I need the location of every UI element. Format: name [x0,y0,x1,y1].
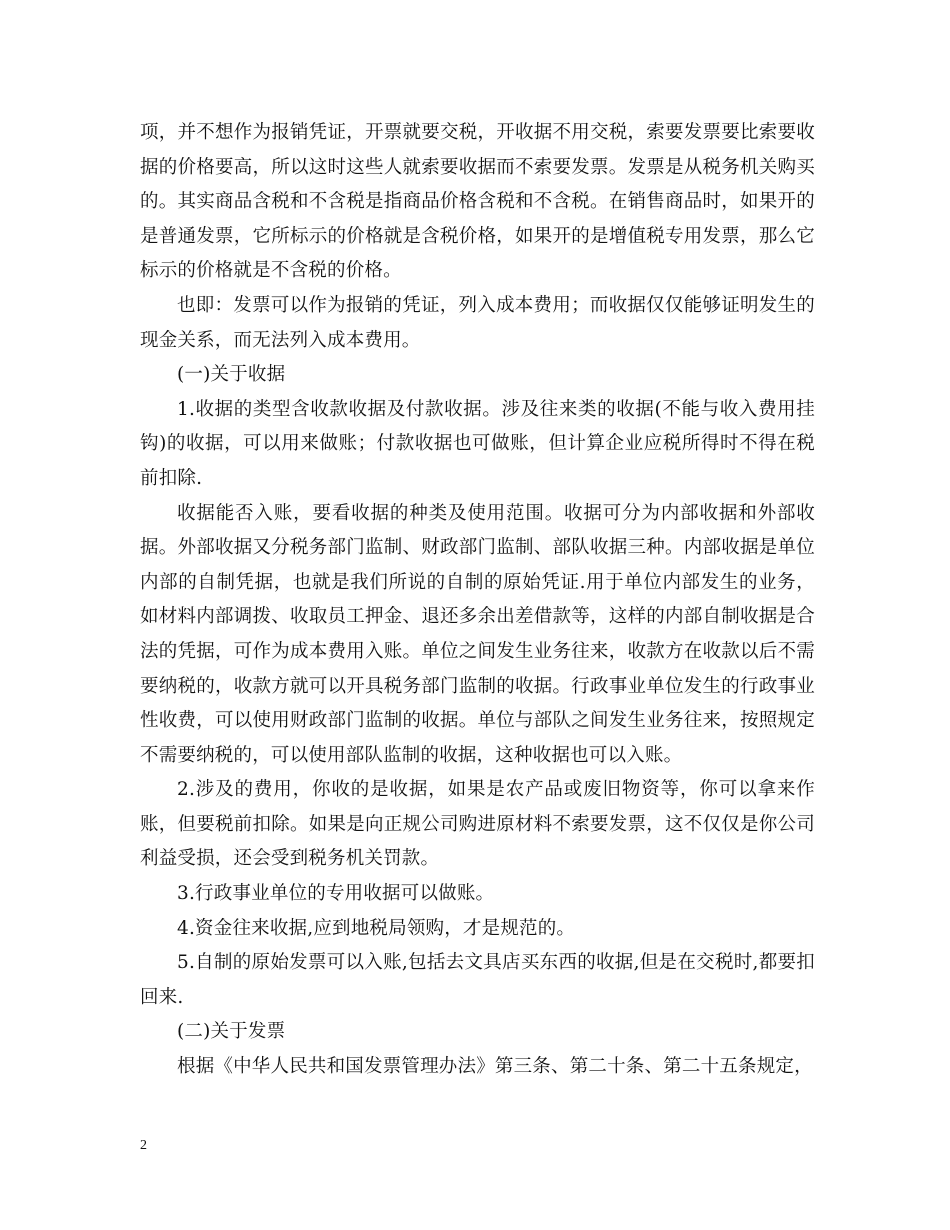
section-heading: (一)关于收据 [177,364,286,386]
section-heading: (二)关于发票 [177,1021,286,1043]
paragraph: 3.行政事业单位的专用收据可以做账。 [177,883,495,905]
paragraph: 收据能否入账，要看收据的种类及使用范围。收据可分为内部收据和外部收据。外部收据又分税务部门监制、财政部门监制、部队收据三种。内部收据是单位内部的自制凭据，也就是我们所说的自制的原始凭证.用于单位内部发生的业务，如材料内部调拨、收取员工押金、退还多余出差借款等，这样的内部自制收据是合法的凭据，可作为成本费用入账。单位之间发生业务往来，收款方在收款以后不需要纳税的，收款方就可以开具税务部门监制的收据。行政事业单位发生的行政事业性收费，可以使用财政部门监制的收据。单位与部队之间发生业务往来，按照规定不需要纳税的，可以使用部队监制的收据，这种收据也可以入账。 [140,502,815,766]
paragraph: 5.自制的原始发票可以入账,包括去文具店买东西的收据,但是在交税时,都要扣回来. [140,952,815,1008]
paragraph: 1.收据的类型含收款收据及付款收据。涉及往来类的收据(不能与收入费用挂钩)的收据，可以用来做账；付款收据也可做账，但计算企业应税所得时不得在税前扣除. [140,398,815,489]
paragraph: 根据《中华人民共和国发票管理办法》第三条、第二十条、第二十五条规定， [177,1056,813,1078]
paragraph: 4.资金往来收据,应到地税局领购，才是规范的。 [177,917,576,939]
paragraph: 2.涉及的费用，你收的是收据，如果是农产品或废旧物资等，你可以拿来作账，但要税前扣除。如果是向正规公司购进原材料不索要发票，这不仅仅是你公司利益受损，还会受到税务机关罚款。 [140,779,815,870]
document-body [140,116,815,1085]
paragraph: 也即：发票可以作为报销的凭证，列入成本费用；而收据仅仅能够证明发生的现金关系，而无法列入成本费用。 [140,294,815,351]
page-number: 2 [140,1138,147,1153]
paragraph: 项，并不想作为报销凭证，开票就要交税，开收据不用交税，索要发票要比索要收据的价格要高，所以这时这些人就索要收据而不索要发票。发票是从税务机关购买的。其实商品含税和不含税是指商品价格含税和不含税。在销售商品时，如果开的是普通发票，它所标示的价格就是含税价格，如果开的是增值税专用发票，那么它标示的价格就是不含税的价格。 [140,122,815,282]
